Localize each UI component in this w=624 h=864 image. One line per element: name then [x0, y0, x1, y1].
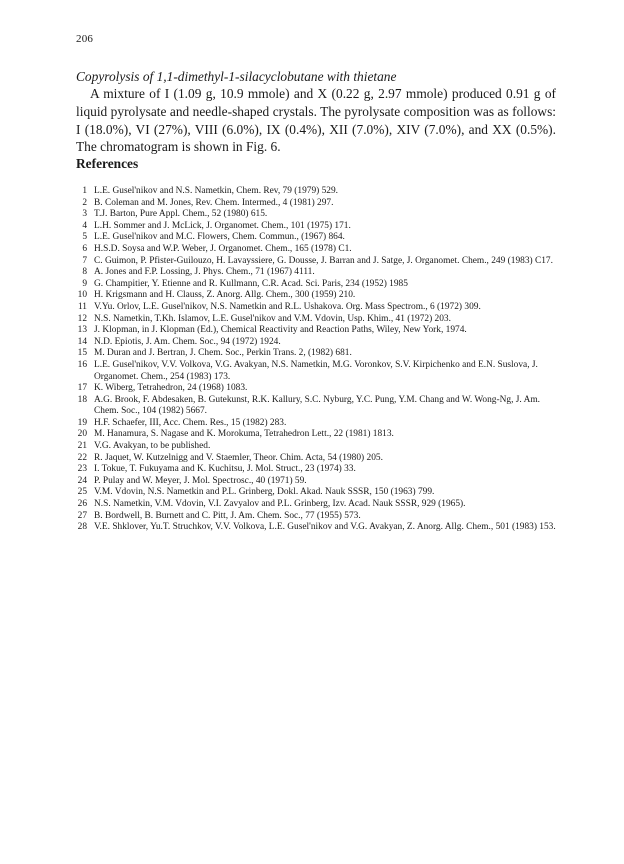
- reference-text: N.D. Epiotis, J. Am. Chem. Soc., 94 (1972) 1924.: [94, 336, 281, 347]
- reference-number: 26: [77, 499, 87, 510]
- reference-number: 6: [82, 243, 87, 254]
- reference-item: [76, 186, 562, 198]
- reference-number: 7: [82, 255, 87, 266]
- reference-number: 4: [82, 220, 87, 231]
- reference-text: B. Bordwell, B. Burnett and C. Pitt, J. Am. Chem. Soc., 77 (1955) 573.: [94, 510, 361, 521]
- reference-item: [76, 499, 562, 511]
- reference-item: [76, 209, 562, 221]
- reference-text: N.S. Nametkin, V.M. Vdovin, V.I. Zavyalov and P.L. Grinberg, Izv. Acad. Nauk SSSR, 929 (1965).: [94, 499, 466, 510]
- reference-item: [76, 232, 562, 244]
- reference-text: H.F. Schaefer, III, Acc. Chem. Res., 15 (1982) 283.: [94, 417, 287, 428]
- reference-text: I. Tokue, T. Fukuyama and K. Kuchitsu, J. Mol. Struct., 23 (1974) 33.: [94, 464, 356, 475]
- reference-number: 20: [77, 429, 87, 440]
- reference-text: H.S.D. Soysa and W.P. Weber, J. Organomet. Chem., 165 (1978) C1.: [94, 243, 352, 254]
- reference-item: [76, 267, 562, 279]
- reference-number: 13: [77, 325, 87, 336]
- reference-item: [76, 476, 562, 488]
- page-number: 206: [76, 33, 94, 45]
- section-body: A mixture of I (1.09 g, 10.9 mmole) and X (0.22 g, 2.97 mmole) produced 0.91 g of liquid pyrolysate and needle-shaped crystals. The pyrolysate composition was as follows: I (18.0%), VI (27%), VIII (6.0%), IX (0.4%), XII (7.0%), XIV (7.0%), and XX (0.5%). The chromatogram is shown in Fig. 6.: [76, 86, 556, 155]
- reference-item: [76, 487, 562, 499]
- reference-item: [76, 360, 562, 383]
- reference-number: 14: [77, 336, 87, 347]
- reference-number: 28: [77, 522, 87, 533]
- reference-item: [76, 221, 562, 233]
- reference-number: 9: [82, 278, 87, 289]
- reference-text: G. Champitier, Y. Etienne and R. Kullmann, C.R. Acad. Sci. Paris, 234 (1952) 1985: [94, 278, 408, 289]
- reference-item: [76, 314, 562, 326]
- reference-number: 3: [82, 209, 87, 220]
- reference-item: [76, 453, 562, 465]
- reference-number: 16: [77, 359, 87, 370]
- reference-item: [76, 511, 562, 523]
- reference-item: [76, 383, 562, 395]
- reference-text: T.J. Barton, Pure Appl. Chem., 52 (1980) 615.: [94, 209, 268, 220]
- reference-text: L.E. Gusel'nikov, V.V. Volkova, V.G. Avakyan, N.S. Nametkin, M.G. Voronkov, S.V. Kirpichenko and E.N. Suslova, J. Organomet. Chem., 254 (1983) 173.: [94, 359, 538, 382]
- reference-item: [76, 522, 562, 534]
- reference-number: 2: [82, 197, 87, 208]
- reference-number: 1: [82, 186, 87, 196]
- reference-text: V.Yu. Orlov, L.E. Gusel'nikov, N.S. Nametkin and R.L. Ushakova. Org. Mass Spectrom., 6 (1972) 309.: [94, 301, 481, 312]
- reference-number: 23: [77, 464, 87, 475]
- reference-text: M. Hanamura, S. Nagase and K. Morokuma, Tetrahedron Lett., 22 (1981) 1813.: [94, 429, 394, 440]
- reference-text: P. Pulay and W. Meyer, J. Mol. Spectrosc., 40 (1971) 59.: [94, 475, 307, 486]
- reference-item: [76, 290, 562, 302]
- reference-item: [76, 244, 562, 256]
- reference-item: [76, 279, 562, 291]
- reference-item: [76, 395, 562, 418]
- reference-number: 27: [77, 510, 87, 521]
- reference-text: C. Guimon, P. Pfister-Guilouzo, H. Lavayssiere, G. Dousse, J. Barran and J. Satge, J. Organomet. Chem., 249 (1983) C17.: [94, 255, 553, 266]
- reference-item: [76, 429, 562, 441]
- reference-number: 8: [82, 267, 87, 278]
- reference-item: [76, 464, 562, 476]
- reference-text: M. Duran and J. Bertran, J. Chem. Soc., Perkin Trans. 2, (1982) 681.: [94, 348, 352, 359]
- reference-item: [76, 325, 562, 337]
- reference-number: 22: [77, 452, 87, 463]
- reference-text: A.G. Brook, F. Abdesaken, B. Gutekunst, R.K. Kallury, S.C. Nyburg, Y.C. Pung, Y.M. Chang and W. Wong-Ng, J. Am. Chem. Soc., 104 (1982) 5667.: [94, 394, 540, 417]
- reference-text: N.S. Nametkin, T.Kh. Islamov, L.E. Gusel'nikov and V.M. Vdovin, Usp. Khim., 41 (1972) 203.: [94, 313, 451, 324]
- section-title: Copyrolysis of 1,1-dimethyl-1-silacyclobutane with thietane: [76, 69, 397, 84]
- reference-text: L.H. Sommer and J. McLick, J. Organomet. Chem., 101 (1975) 171.: [94, 220, 351, 231]
- reference-text: L.E. Gusel'nikov and M.C. Flowers, Chem. Commun., (1967) 864.: [94, 232, 345, 243]
- reference-number: 10: [77, 290, 87, 301]
- reference-item: [76, 441, 562, 453]
- reference-text: A. Jones and F.P. Lossing, J. Phys. Chem., 71 (1967) 4111.: [94, 267, 315, 278]
- reference-number: 5: [82, 232, 87, 243]
- reference-item: [76, 418, 562, 430]
- reference-number: 25: [77, 487, 87, 498]
- reference-number: 19: [77, 417, 87, 428]
- reference-item: [76, 256, 562, 268]
- reference-item: [76, 302, 562, 314]
- reference-text: V.G. Avakyan, to be published.: [94, 441, 211, 452]
- reference-text: V.E. Shklover, Yu.T. Struchkov, V.V. Volkova, L.E. Gusel'nikov and V.G. Avakyan, Z. Anorg. Allg. Chem., 501 (1983) 153.: [94, 522, 556, 533]
- reference-number: 24: [77, 475, 87, 486]
- reference-number: 15: [77, 348, 87, 359]
- reference-text: H. Krigsmann and H. Clauss, Z. Anorg. Allg. Chem., 300 (1959) 210.: [94, 290, 356, 301]
- references-heading: References: [76, 156, 139, 171]
- reference-item: [76, 198, 562, 210]
- experimental-section: [76, 68, 556, 156]
- reference-number: 21: [77, 441, 87, 452]
- reference-text: K. Wiberg, Tetrahedron, 24 (1968) 1083.: [94, 383, 248, 394]
- reference-text: V.M. Vdovin, N.S. Nametkin and P.L. Grinberg, Dokl. Akad. Nauk SSSR, 150 (1963) 799.: [94, 487, 435, 498]
- reference-text: J. Klopman, in J. Klopman (Ed.), Chemical Reactivity and Reaction Paths, Wiley, New York, 1974.: [94, 325, 467, 336]
- reference-text: L.E. Gusel'nikov and N.S. Nametkin, Chem. Rev, 79 (1979) 529.: [94, 186, 339, 196]
- reference-number: 11: [77, 301, 87, 312]
- reference-item: [76, 348, 562, 360]
- reference-text: R. Jaquet, W. Kutzelnigg and V. Staemler, Theor. Chim. Acta, 54 (1980) 205.: [94, 452, 383, 463]
- reference-number: 18: [77, 394, 87, 405]
- reference-item: [76, 337, 562, 349]
- references-list: [76, 186, 562, 534]
- reference-text: B. Coleman and M. Jones, Rev. Chem. Intermed., 4 (1981) 297.: [94, 197, 334, 208]
- reference-number: 17: [77, 383, 87, 394]
- reference-number: 12: [77, 313, 87, 324]
